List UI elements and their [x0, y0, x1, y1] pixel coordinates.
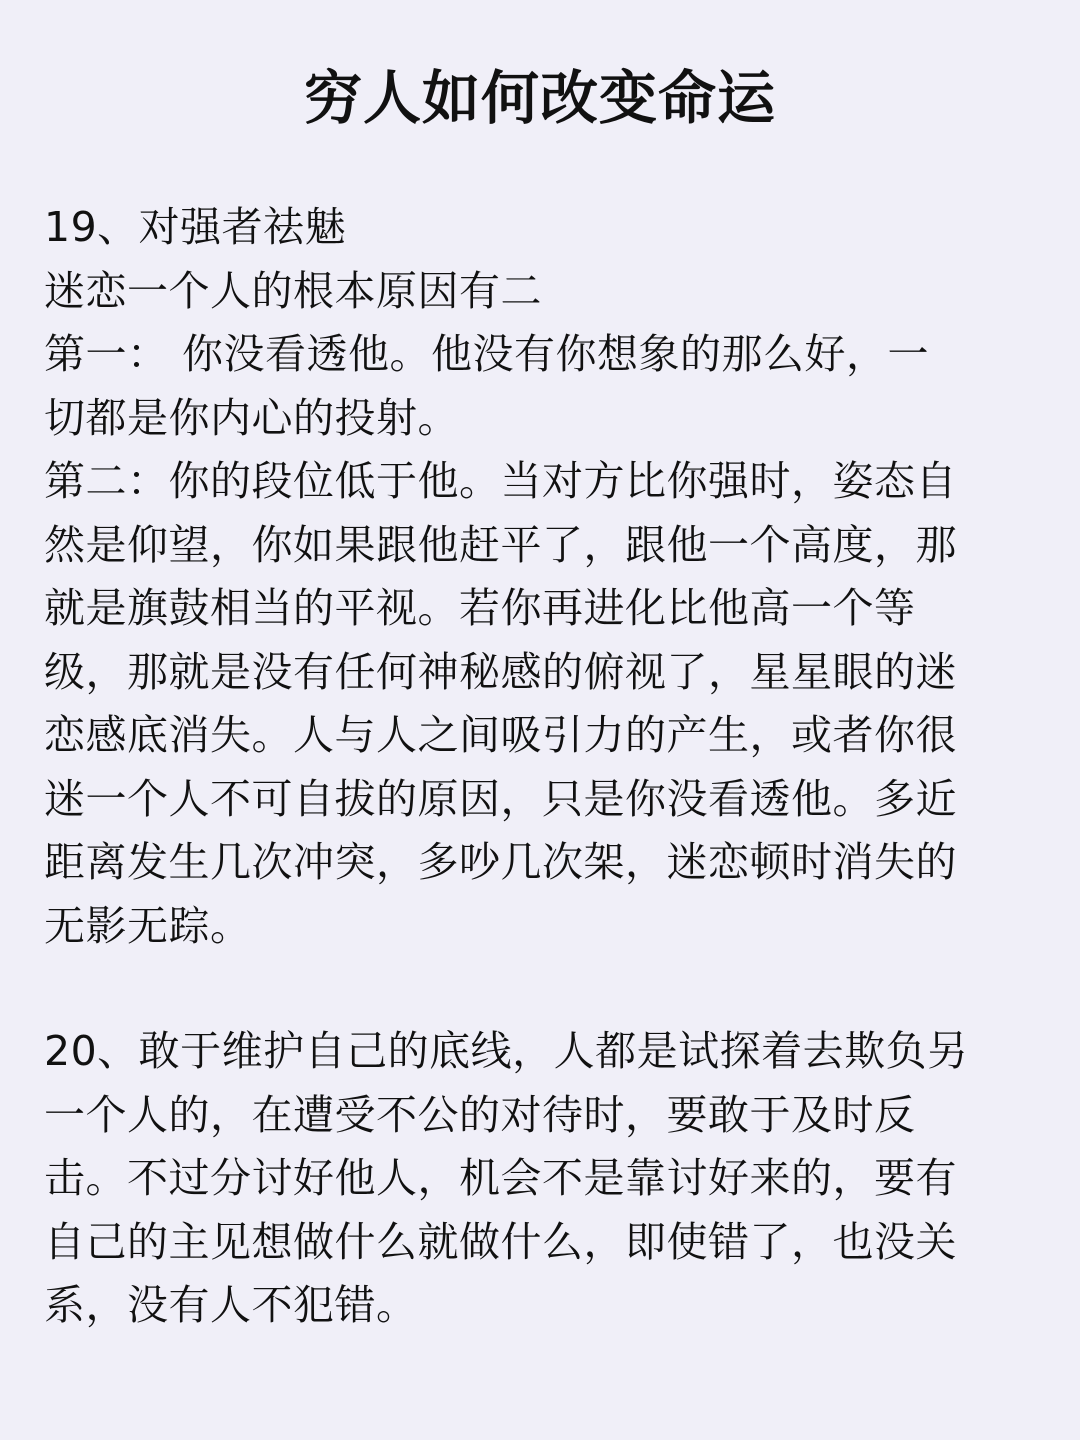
text-line: 无影无踪。 — [44, 901, 252, 950]
text-line: 迷一个人不可自拔的原因，只是你没看透他。多近 — [44, 774, 957, 823]
text-line: 级，那就是没有任何神秘感的俯视了，星星眼的迷 — [44, 647, 957, 696]
text-line: 第二：你的段位低于他。当对方比你强时，姿态自 — [44, 457, 957, 505]
text-line: 距离发生几次冲突，多吵几次架，迷恋顿时消失的 — [44, 838, 957, 886]
text-line: 自己的主见想做什么就做什么，即使错了，也没关 — [44, 1217, 957, 1266]
page-title: 穷人如何改变命运 — [303, 64, 776, 132]
text-line: 第一： 你没看透他。他没有你想象的那么好，一 — [44, 330, 930, 378]
section-heading: 20、敢于维护自己的底线，人都是试探着去欺负另 — [44, 1027, 969, 1075]
text-line: 系，没有人不犯错。 — [44, 1281, 418, 1329]
section-20 — [44, 1020, 1039, 1338]
text-line: 恋感底消失。人与人之间吸引力的产生，或者你很 — [44, 711, 957, 759]
text-line: 击。不过分讨好他人，机会不是靠讨好来的，要有 — [44, 1154, 957, 1202]
section-heading: 19、对强者祛魅 — [44, 203, 347, 251]
article-body — [44, 196, 1039, 1338]
text-line: 就是旗鼓相当的平视。若你再进化比他高一个等 — [44, 584, 916, 632]
text-line: 一个人的，在遭受不公的对待时，要敢于及时反 — [44, 1090, 916, 1139]
text-line: 迷恋一个人的根本原因有二 — [44, 266, 542, 315]
text-line: 切都是你内心的投射。 — [44, 393, 459, 442]
text-line: 然是仰望，你如果跟他赶平了，跟他一个高度，那 — [44, 520, 957, 569]
section-19 — [44, 196, 1039, 958]
